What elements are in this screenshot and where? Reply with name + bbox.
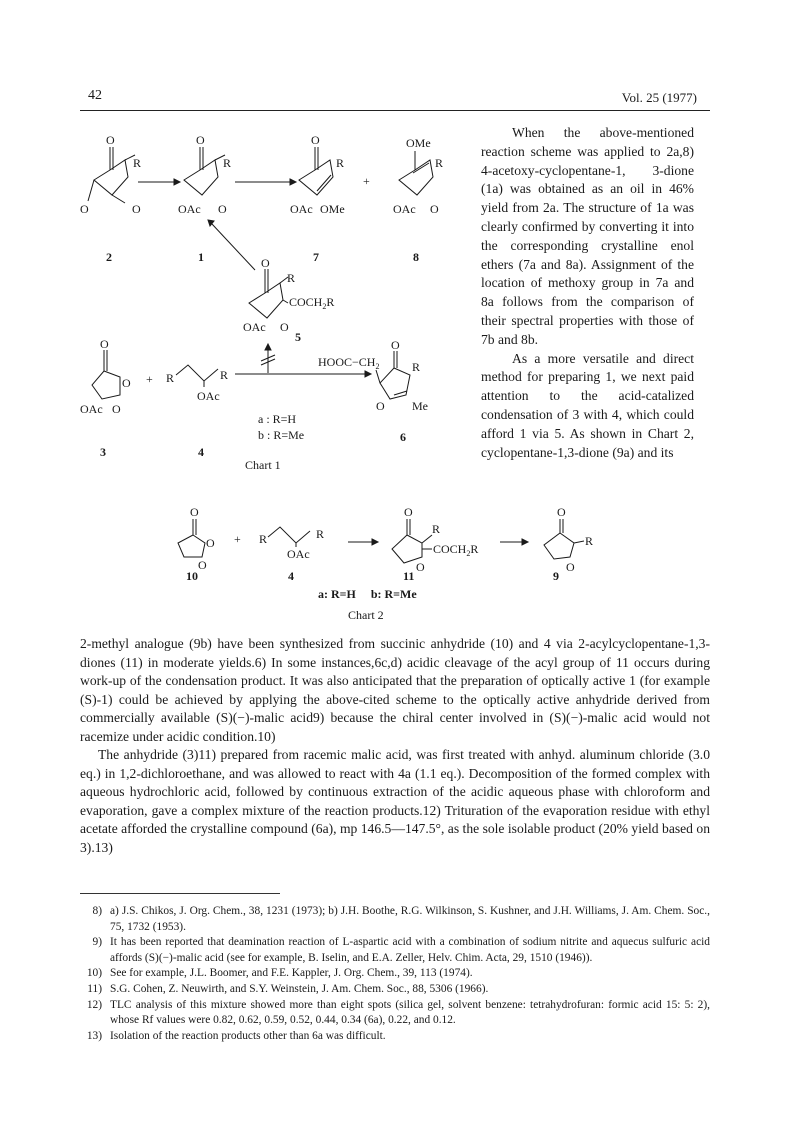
compound-number-8: 8 <box>413 250 419 264</box>
right-column-text <box>481 124 694 462</box>
label-oxo: O <box>404 505 413 519</box>
label-oxo: O <box>430 202 439 216</box>
compound-number-2: 2 <box>106 250 112 264</box>
label-oxo: O <box>566 560 575 574</box>
label-oxo: O <box>100 337 109 351</box>
footnote-number: 12) <box>86 998 102 1011</box>
header-rule <box>80 110 710 111</box>
label-r: R <box>336 156 345 170</box>
footnote <box>80 966 710 982</box>
compound-number-4: 4 <box>198 445 204 459</box>
label-oxo: O <box>112 402 121 416</box>
plus-sign: + <box>234 532 241 546</box>
label-coch2r: $COCH_2R$ <box>433 542 479 558</box>
label-oac: OAc <box>393 202 416 216</box>
footnote-text: a) J.S. Chikos, J. Org. Chem., 38, 1231 (1973); b) J.H. Boothe, R.G. Wilkinson, S. Kushner, and J.H. Williams, J. Am. Chem. Soc., 75, 1732 (1953). <box>110 905 710 933</box>
compound-4-structure <box>166 365 228 459</box>
compound-number-9: 9 <box>553 569 559 583</box>
label-ome: OMe <box>320 202 345 216</box>
plus-sign: + <box>146 372 153 386</box>
compound-1-structure <box>178 133 231 264</box>
label-r: R <box>432 522 441 536</box>
chart-2-scheme <box>160 505 640 645</box>
compound-number-3: 3 <box>100 445 106 459</box>
compound-number-5: 5 <box>295 330 301 344</box>
footnote-text: TLC analysis of this mixture showed more than eight spots (silica gel, solvent benzene: tetrahydrofuran: formic acid 15: 5: 2), whose Rf values were 0.82, 0.62, 0.59, 0.52, 0.44, 0.34 (6a), 0.22, and 0.12. <box>110 998 710 1027</box>
label-r: R <box>133 156 142 170</box>
footnote <box>80 982 710 998</box>
body-text <box>80 635 710 857</box>
label-oxo: O <box>280 320 289 334</box>
compound-11-structure <box>392 505 478 583</box>
label-oxo: O <box>391 338 400 352</box>
label-r: R <box>259 532 268 546</box>
label-oxo: O <box>132 202 141 216</box>
label-oac: OAc <box>80 402 103 416</box>
compound-number-7: 7 <box>313 250 319 264</box>
chart-1-scheme <box>80 125 480 475</box>
label-oxo: O <box>80 202 89 216</box>
label-oxo: O <box>311 133 320 147</box>
label-oxo: O <box>198 558 207 572</box>
paragraph: The anhydride (3)11) prepared from racemic malic acid, was first treated with anhyd. aluminum chloride (3.0 eq.) in 1,2-dichloroethane, and was allowed to react with 4a (1.1 eq.). Decomposition of the formed complex with aqueous hydrochloric acid, followed by continuous extraction of the acidic aqueous phase with chloroform and evaporation, gave a complex mixture of the reaction products.12) Trituration of the evaporation residue with ethyl acetate afforded the crystalline compound (6a), mp 146.5—147.5°, as the sole isolable product (20% yield based on 3).13) <box>80 747 710 855</box>
footnote-number: 9) <box>92 936 102 949</box>
label-coch2r: $COCH_2R$ <box>289 295 335 311</box>
label-oxo: O <box>416 560 425 574</box>
label-oxo: O <box>261 256 270 270</box>
label-oxo: O <box>196 133 205 147</box>
compound-number-6: 6 <box>400 430 406 444</box>
compound-5-structure <box>243 256 334 344</box>
label-r: R <box>166 371 175 385</box>
page-number: 42 <box>88 88 102 103</box>
chart-1-caption: Chart 1 <box>245 458 281 472</box>
footnote-rule <box>80 893 280 894</box>
compound-8-structure <box>393 136 443 264</box>
label-me: Me <box>412 399 428 413</box>
footnote <box>80 935 710 966</box>
chart-2-caption: Chart 2 <box>348 608 384 622</box>
label-oxo: O <box>190 505 199 519</box>
footnote-text: S.G. Cohen, Z. Neuwirth, and S.Y. Weinstein, J. Am. Chem. Soc., 88, 5306 (1966). <box>110 982 489 995</box>
footnotes <box>80 904 710 1044</box>
compound-number-10: 10 <box>186 569 198 583</box>
paragraph: 2-methyl analogue (9b) have been synthesized from succinic anhydride (10) and 4 via 2-acylcyclopentane-1,3-diones (11) in moderate yields.6) In some instances,6c,d) acidic cleavage of the acyl group of 11 occurs during work-up of the condensation product. It was also anticipated that the preparation of optically active 1 (for example (S)-1) could be achieved by applying the above-cited scheme to the optically active anhydride derived from commercially available (S)(−)-malic acid9) because the chiral center involved in (S)(−)-malic acid would not racemize under acidic condition.10) <box>80 636 710 744</box>
label-oac: OAc <box>197 389 220 403</box>
label-oac: OAc <box>243 320 266 334</box>
footnote-number: 8) <box>92 905 102 917</box>
label-oac: OAc <box>287 547 310 561</box>
label-r: R <box>220 368 229 382</box>
footnote-text: It has been reported that deamination reaction of L-aspartic acid with a combination of sodium nitrite and aquecus sulfuric acid affords (S)(−)-malic acid (see for example, B. Iselin, and E.A. Zeller, Helv. Chim. Acta, 29, 1510 (1946)). <box>110 936 710 964</box>
compound-6-structure <box>318 338 428 444</box>
label-r: R <box>287 271 296 285</box>
compound-number-4: 4 <box>288 569 294 583</box>
label-oxo: O <box>218 202 227 216</box>
compound-10-structure <box>178 505 215 583</box>
compound-9-structure <box>544 505 593 583</box>
label-oxo: O <box>557 505 566 519</box>
footnote-number: 10) <box>86 967 102 980</box>
compound-7-structure <box>290 133 345 264</box>
footnote <box>80 904 710 935</box>
footnote <box>80 1029 710 1045</box>
label-r: R <box>412 360 421 374</box>
compound-3-structure <box>80 337 131 459</box>
label-r: R <box>223 156 232 170</box>
compound-4-structure <box>259 527 324 583</box>
footnote-text: See for example, J.L. Boomer, and F.E. Kappler, J. Org. Chem., 39, 113 (1974). <box>110 967 473 980</box>
chart-2-legend: a: R=H b: R=Me <box>318 587 417 601</box>
label-r: R <box>585 534 594 548</box>
legend-b: b : R=Me <box>258 428 305 442</box>
label-hooc: $HOOC-CH_2$ <box>318 355 380 371</box>
paragraph: When the above-mentioned reaction scheme was applied to 2a,8) 4-acetoxy-cyclopentane-1, 3-dione (1a) was obtained as an oil in 46% yield from 2a. The structure of 1a was clearly confirmed by converting it into the corresponding crystalline enol ethers (7a and 8a). Assignment of the location of methoxy group in 7a and 8a follows from the comparison of their spectral properties with those of 7b and 8b. <box>481 125 694 347</box>
label-ome: OMe <box>406 136 431 150</box>
footnote <box>80 998 710 1029</box>
compound-number-11: 11 <box>403 569 415 583</box>
footnote-text: Isolation of the reaction products other than 6a was difficult. <box>110 1029 386 1042</box>
label-oxo: O <box>122 376 131 390</box>
label-oxo: O <box>106 133 115 147</box>
label-oxo: O <box>206 536 215 550</box>
journal-volume: Vol. 25 (1977) <box>621 90 697 105</box>
footnote-number: 13) <box>86 1029 102 1042</box>
paragraph: As a more versatile and direct method for preparing 1, we next paid attention to the acid-catalized condensation of 3 with 4, which could afford 1 via 5. As shown in Chart 2, cyclopentane-1,3-dione (9a) and its <box>481 350 694 460</box>
legend-a: a : R=H <box>258 412 297 426</box>
label-r: R <box>316 527 325 541</box>
label-oac: OAc <box>290 202 313 216</box>
label-oxo: O <box>376 399 385 413</box>
label-r: R <box>435 156 444 170</box>
compound-2-structure <box>80 133 141 264</box>
footnote-number: 11) <box>87 982 102 995</box>
label-oac: OAc <box>178 202 201 216</box>
plus-sign: + <box>363 174 370 188</box>
compound-number-1: 1 <box>198 250 204 264</box>
